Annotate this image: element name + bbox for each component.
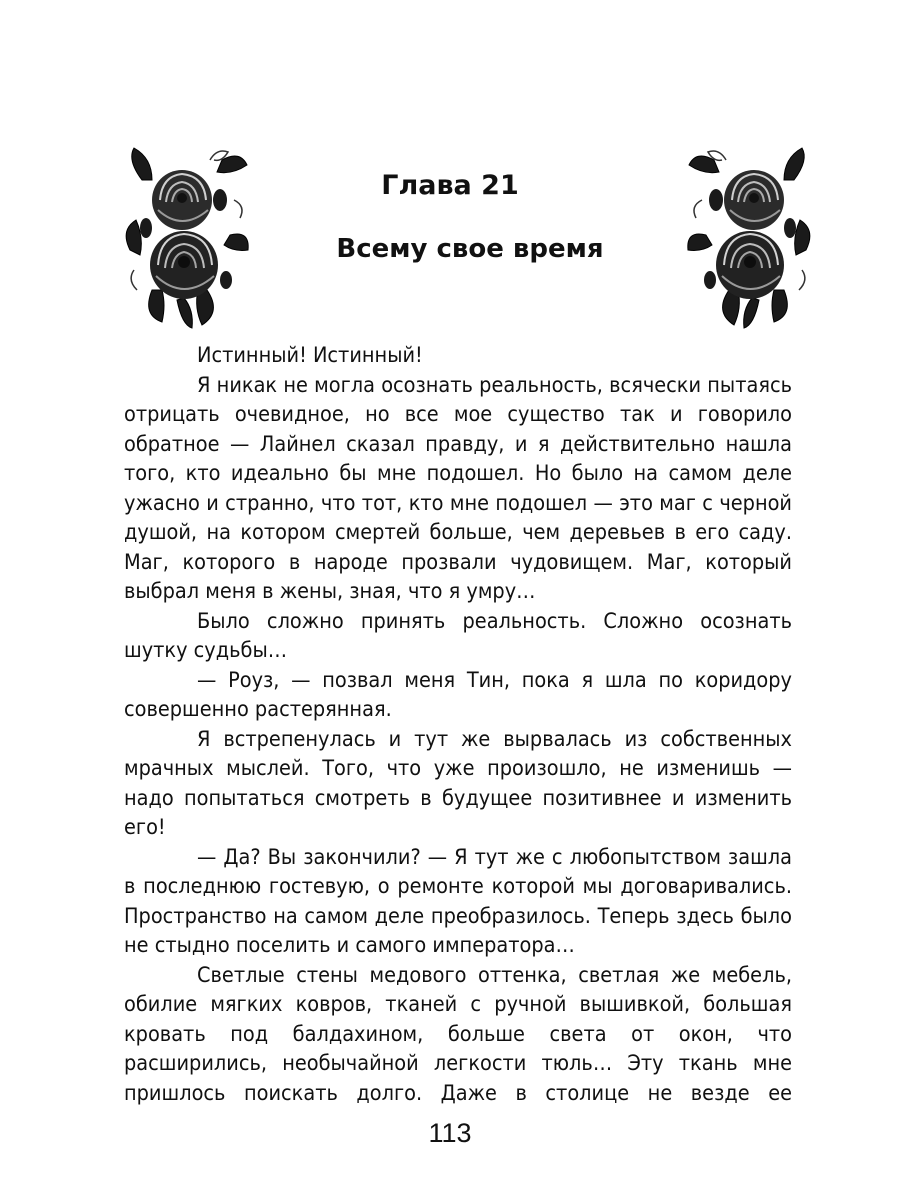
body-text	[124, 341, 792, 1108]
paragraph: — Да? Вы закончили? — Я тут же с любопытством зашла в последнюю гостевую, о ремонте которой мы договаривались. Пространство на самом деле преобразилось. Теперь здесь было не стыдно поселить и самого императора…	[124, 844, 792, 958]
rose-bouquet-icon	[122, 140, 252, 330]
paragraph: Истинный! Истинный!	[197, 343, 423, 368]
chapter-title: Глава 21	[381, 170, 519, 201]
paragraph: Светлые стены медового оттенка, светлая же мебель, обилие мягких ковров, тканей с ручной вышивкой, большая кровать под балдахином, больше света от окон, что расширились, необычайной легкости тюль… Эту ткань мне пришлось поискать долго. Даже в столице не везде ее	[124, 962, 792, 1106]
page-number: 113	[428, 1118, 472, 1148]
chapter-subtitle: Всему свое время	[336, 234, 604, 264]
paragraph: Я никак не могла осознать реальность, всячески пытаясь отрицать очевидное, но все мое существо так и говорило обратное — Лайнел сказал правду, и я действительно нашла того, кто идеально бы мне подошел. Но было на самом деле ужасно и странно, что тот, кто мне подошел — это маг с черной душой, на котором смертей больше, чем деревьев в его саду. Маг, которого в народе прозвали чудовищем. Маг, который выбрал меня в жены, зная, что я умру…	[124, 372, 792, 604]
paragraph: Я встрепенулась и тут же вырвалась из собственных мрачных мыслей. Того, что уже произошло, не изменишь — надо попытаться смотреть в будущее позитивнее и изменить его!	[124, 726, 792, 840]
paragraph: — Роуз, — позвал меня Тин, пока я шла по коридору совершенно растерянная.	[124, 667, 792, 722]
rose-bouquet-icon	[684, 140, 814, 330]
paragraph: Было сложно принять реальность. Сложно осознать шутку судьбы…	[124, 608, 792, 663]
